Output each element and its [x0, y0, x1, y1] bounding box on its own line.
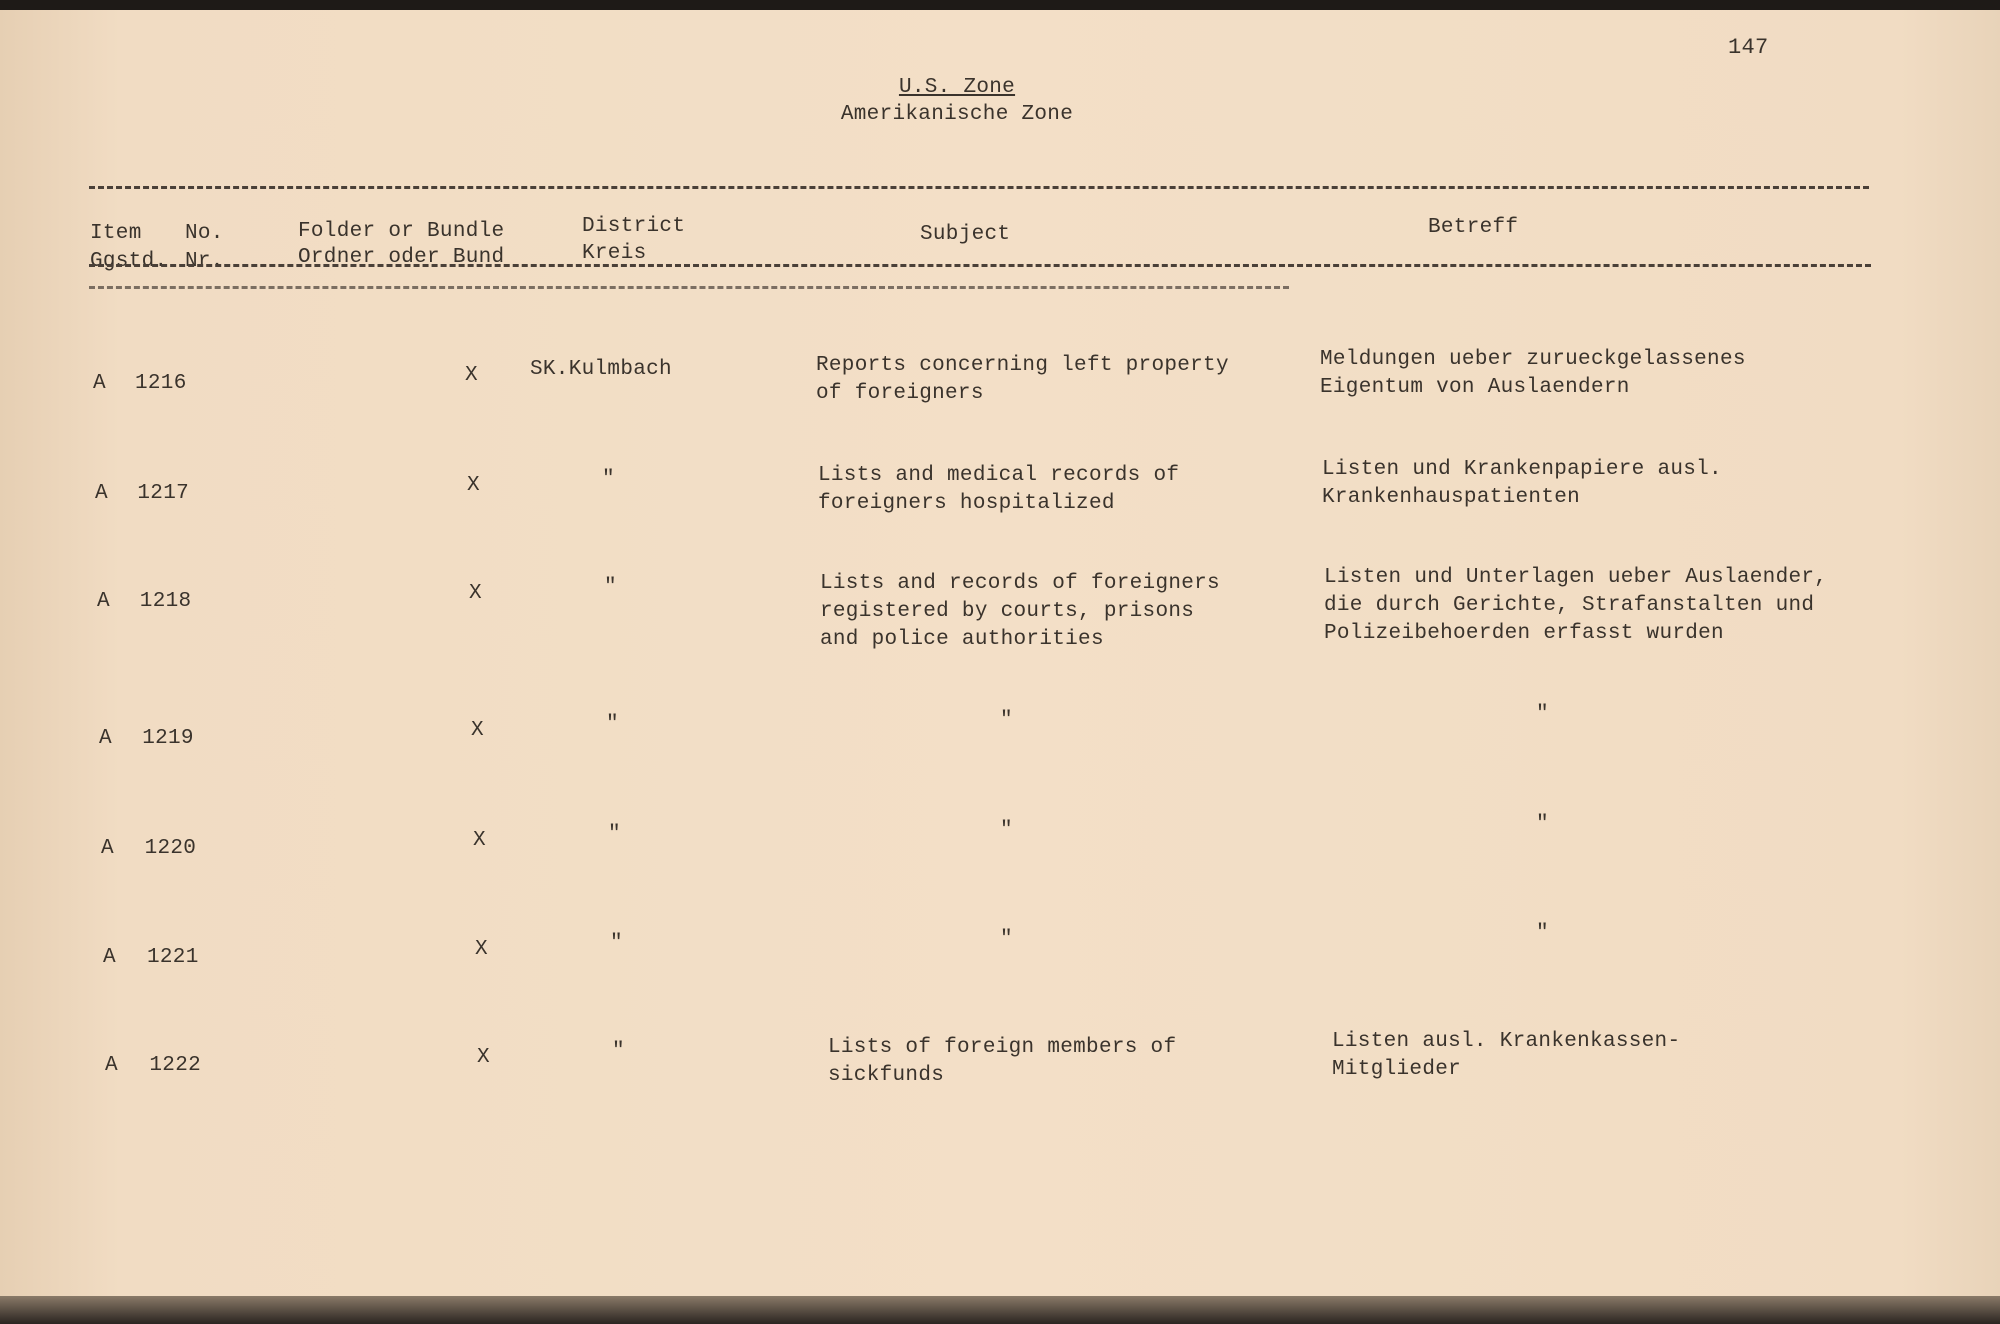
folder-mark: X — [473, 829, 486, 852]
betreff-line: " — [1536, 813, 1549, 836]
subject-line: Lists and medical records of — [818, 464, 1180, 487]
subject-line: " — [1000, 709, 1013, 732]
district: " — [604, 576, 617, 599]
header-district: District — [582, 215, 686, 238]
betreff-line: die durch Gerichte, Strafanstalten und — [1324, 594, 1815, 617]
subject-line: and police authorities — [820, 628, 1104, 651]
betreff-line: Krankenhauspatienten — [1322, 486, 1581, 509]
subject-line: registered by courts, prisons — [820, 600, 1195, 623]
subject-line: " — [1000, 819, 1013, 842]
item-letter: A — [105, 1054, 118, 1077]
header-no: No. — [185, 222, 224, 245]
betreff-line: Listen und Unterlagen ueber Auslaender, — [1324, 566, 1828, 589]
header-subject: Subject — [920, 223, 1011, 246]
subject-line: Reports concerning left property — [816, 354, 1229, 377]
betreff-line: Mitglieder — [1332, 1058, 1462, 1081]
subject-line: of foreigners — [816, 382, 984, 405]
district: " — [606, 713, 619, 736]
betreff-line: Meldungen ueber zurueckgelassenes — [1320, 348, 1746, 371]
item-letter: A — [93, 372, 106, 395]
page-title: U.S. Zone — [898, 76, 1016, 99]
item-number: 1219 — [142, 727, 194, 750]
subject-line: " — [1000, 928, 1013, 951]
item-number: 1216 — [135, 372, 187, 395]
header-district-de: Kreis — [582, 242, 647, 265]
page-edge — [0, 1296, 2000, 1324]
divider-top — [89, 186, 1869, 189]
subject-line: Lists and records of foreigners — [820, 572, 1220, 595]
folder-mark: X — [471, 719, 484, 742]
header-item-de: Ggstd. — [90, 250, 168, 273]
betreff-line: Listen ausl. Krankenkassen- — [1332, 1030, 1681, 1053]
item-number: 1220 — [144, 837, 197, 860]
header-folder: Folder or Bundle — [298, 220, 505, 243]
folder-mark: X — [475, 938, 488, 961]
divider-header-bottom-2 — [89, 286, 1289, 289]
folder-mark: X — [465, 364, 478, 387]
item-letter: A — [95, 482, 108, 505]
header-betreff: Betreff — [1428, 216, 1519, 239]
item-letter: A — [97, 590, 110, 613]
betreff-line: " — [1536, 922, 1549, 945]
district: " — [608, 823, 621, 846]
district: " — [602, 468, 615, 491]
item-number: 1221 — [147, 946, 199, 969]
item-letter: A — [103, 946, 116, 969]
item-number: 1222 — [149, 1054, 201, 1077]
subject-line: sickfunds — [828, 1064, 945, 1087]
header-folder-de: Ordner oder Bund — [298, 246, 505, 269]
document-page — [0, 10, 2000, 1308]
betreff-line: " — [1536, 703, 1549, 726]
item-letter: A — [99, 727, 112, 750]
subject-line: Lists of foreign members of — [828, 1036, 1177, 1059]
page-number: 147 — [1728, 35, 1769, 60]
folder-mark: X — [477, 1046, 490, 1069]
subject-line: foreigners hospitalized — [818, 492, 1115, 515]
item-number: 1218 — [139, 590, 192, 613]
item-letter: A — [101, 837, 114, 860]
district: SK.Kulmbach — [530, 358, 672, 381]
betreff-line: Polizeibehoerden erfasst wurden — [1324, 622, 1724, 645]
divider-header-bottom — [89, 264, 1871, 267]
page-subtitle: Amerikanische Zone — [840, 103, 1074, 126]
header-item: Item — [90, 222, 142, 245]
betreff-line: Eigentum von Auslaendern — [1320, 376, 1630, 399]
folder-mark: X — [469, 582, 482, 605]
district: " — [610, 932, 623, 955]
district: " — [612, 1040, 625, 1063]
item-number: 1217 — [137, 482, 189, 505]
header-no-de: Nr. — [185, 250, 224, 273]
folder-mark: X — [467, 474, 480, 497]
betreff-line: Listen und Krankenpapiere ausl. — [1322, 458, 1722, 481]
